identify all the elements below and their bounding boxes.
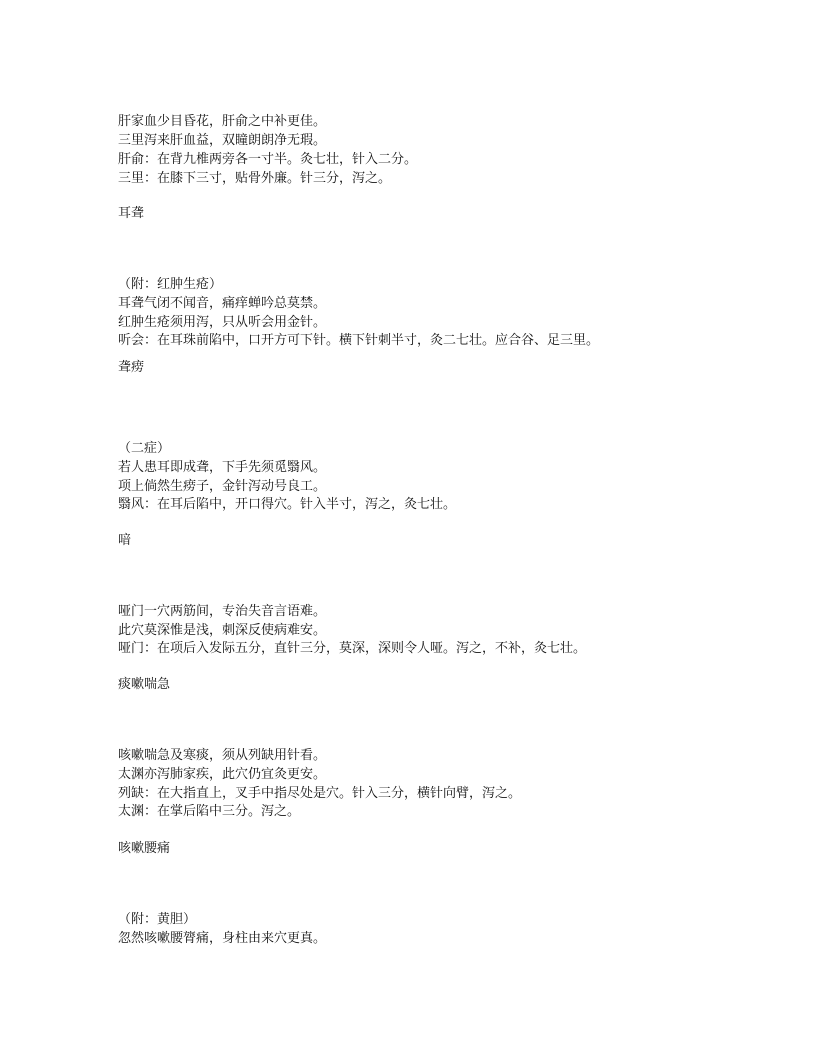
text-line: 列缺：在大指直上，叉手中指尽处是穴。针入三分，横针向臂，泻之。 [118, 786, 522, 801]
text-line: （附：黄胆） [118, 912, 197, 927]
section-heading: 咳嗽腰痛 [118, 841, 171, 856]
text-line: （附：红肿生疮） [118, 277, 223, 292]
text-line: 太渊：在掌后陷中三分。泻之。 [118, 804, 301, 819]
text-line: 三里泻来肝血益，双瞳朗朗净无瑕。 [118, 133, 327, 148]
text-line: 肝俞：在背九椎两旁各一寸半。灸七壮，针入二分。 [118, 152, 418, 167]
section-heading: 痰嗽喘急 [118, 677, 171, 692]
text-line: 忽然咳嗽腰膂痛，身柱由来穴更真。 [118, 931, 327, 946]
section-heading: 喑 [118, 533, 132, 548]
text-line: 耳聋气闭不闻音，痛痒蝉吟总莫禁。 [118, 296, 327, 311]
text-line: 肝家血少目昏花，肝俞之中补更佳。 [118, 114, 327, 129]
text-line: 若人患耳即成聋，下手先须觅翳风。 [118, 460, 327, 475]
text-line: 红肿生疮须用泻，只从听会用金针。 [118, 315, 327, 330]
text-line: 项上倘然生痨子，金针泻动号良工。 [118, 479, 327, 494]
text-line: 太渊亦泻肺家疾，此穴仍宜灸更安。 [118, 767, 327, 782]
text-line: 哑门一穴两筋间，专治失音言语难。 [118, 604, 327, 619]
text-line: 听会：在耳珠前陷中，口开方可下针。横下针刺半寸，灸二七壮。应合谷、足三里。 [118, 333, 600, 348]
text-line: 翳风：在耳后陷中，开口得穴。针入半寸，泻之，灸七壮。 [118, 497, 457, 512]
section-heading: 聋痨 [118, 360, 145, 375]
text-line: 此穴莫深惟是浅，刺深反使病难安。 [118, 623, 327, 638]
text-line: 三里：在膝下三寸，贴骨外廉。针三分，泻之。 [118, 171, 392, 186]
text-line: （二症） [118, 441, 171, 456]
text-line: 哑门：在项后入发际五分，直针三分，莫深，深则令人哑。泻之，不补，灸七壮。 [118, 641, 587, 656]
text-line: 咳嗽喘急及寒痰，须从列缺用针看。 [118, 748, 327, 763]
section-heading: 耳聋 [118, 206, 145, 221]
